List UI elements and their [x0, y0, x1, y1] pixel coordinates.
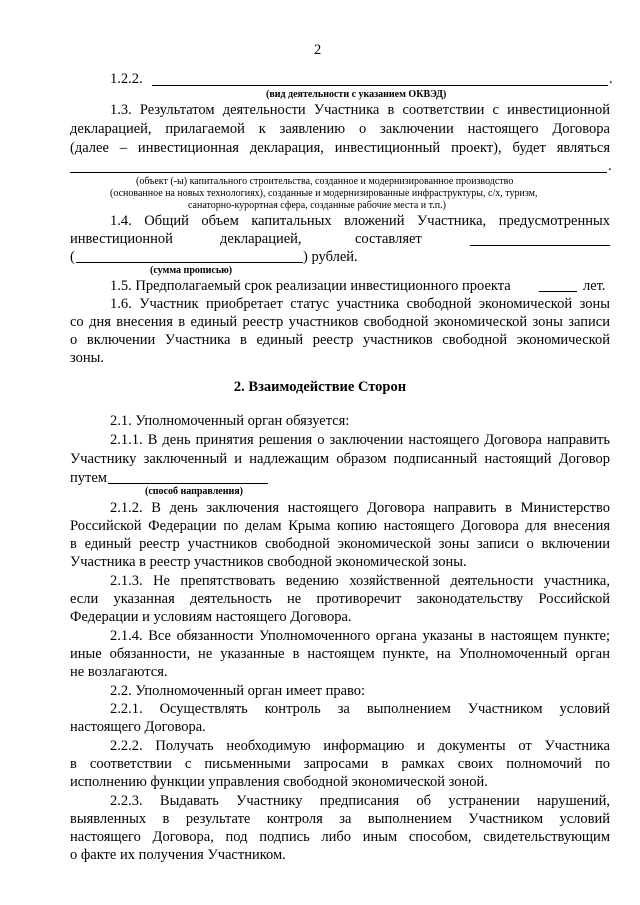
clause-2-1-4-line-1: 2.1.4. Все обязанности Уполномоченного органа указаны в настоящем пункте; — [110, 628, 610, 644]
caption-delivery-method: (способ направления) — [145, 486, 244, 497]
clause-1-3-end: . — [608, 158, 612, 174]
clause-2-1-3-line-2: если указанная деятельность не противоречит законодательству Российской — [70, 591, 610, 607]
caption-result-1: (объект (-ы) капитального строительства, созданное и модернизированное производство — [136, 176, 514, 187]
clause-2-1-2-line-4: Участника в реестр участников свободной экономической зоны. — [70, 554, 467, 570]
clause-2-1-1-line-3: путем — [70, 470, 107, 486]
clause-2-1-3-line-3: Федерации и условиям настоящего Договора. — [70, 609, 352, 625]
blank-line-amount-words — [76, 262, 303, 263]
clause-2-2-1-line-1: 2.2.1. Осуществлять контроль за выполнением Участником условий — [110, 701, 610, 717]
caption-amount-words: (сумма прописью) — [150, 265, 233, 276]
clause-2-2-1-line-2: настоящего Договора. — [70, 719, 206, 735]
clause-2-2-3-line-4: о факте их получения Участником. — [70, 847, 286, 863]
blank-line-delivery-method — [108, 483, 268, 484]
clause-1-4-word-1: инвестиционной — [70, 231, 173, 247]
clause-2-1-4-line-3: не возлагаются. — [70, 664, 168, 680]
clause-1-6-line-2: со дня внесения в единый реестр участников свободной экономической зоны записи — [70, 314, 610, 330]
clause-1-4-line-1: 1.4. Общий объем капитальных вложений Участника, предусмотренных — [110, 213, 610, 229]
clause-1-2-2-end: . — [609, 71, 613, 87]
clause-2-1-3-line-1: 2.1.3. Не препятствовать ведению хозяйственной деятельности участника, — [110, 573, 610, 589]
blank-line-term — [539, 291, 577, 292]
clause-1-6-line-4: зоны. — [70, 350, 105, 366]
caption-result-3: санаторно-курортная сфера, созданные рабочие места и т.п.) — [188, 200, 446, 211]
clause-2-1-title: 2.1. Уполномоченный орган обязуется: — [110, 413, 350, 429]
clause-2-1-2-line-1: 2.1.2. В день заключения настоящего Договора направить в Министерство — [110, 500, 610, 516]
page-number: 2 — [314, 42, 322, 58]
caption-result-2: (основанное на новых технологиях), созданные и модернизированные инфраструктуры, с/х, туризм, — [110, 188, 538, 199]
clause-2-2-2-line-1: 2.2.2. Получать необходимую информацию и документы от Участника — [110, 738, 610, 754]
clause-1-6-line-1: 1.6. Участник приобретает статус участника свободной экономической зоны — [110, 296, 610, 312]
clause-2-1-1-line-2: Участнику заключенный и надлежащим образом подписанный настоящий Договор — [70, 451, 610, 467]
clause-1-3-line-2: декларацией, прилагаемой к заявлению о заключении настоящего Договора — [70, 121, 610, 137]
clause-2-2-3-line-2: выявленных в результате контроля за выполнением Участником условий — [70, 811, 610, 827]
clause-1-4-open-paren: ( — [70, 249, 75, 265]
clause-2-1-2-line-3: в единый реестр участников свободной экономической зоны записи о включении — [70, 536, 610, 552]
clause-2-1-2-line-2: Российской Федерации по делам Крыма копию настоящего Договора для внесения — [70, 518, 610, 534]
clause-2-2-2-line-2: в соответствии с письменными запросами в рамках своих полномочий по — [70, 756, 610, 772]
clause-1-4-close: ) рублей. — [303, 249, 358, 265]
clause-1-3-line-1: 1.3. Результатом деятельности Участника в соответствии с инвестиционной — [110, 102, 610, 118]
clause-1-6-line-3: о включении Участника в единый реестр участников свободной экономической — [70, 332, 610, 348]
caption-activity-okved: (вид деятельности с указанием ОКВЭД) — [266, 89, 447, 100]
clause-2-1-4-line-2: иные обязанности, не указанные в настоящем пункте, на Уполномоченный орган — [70, 646, 610, 662]
blank-line-investment-amount — [470, 245, 610, 246]
blank-line-result — [70, 172, 607, 173]
blank-line-activity — [152, 85, 608, 86]
clause-1-3-line-3: (далее – инвестиционная декларация, инвестиционный проект), будет являться — [70, 140, 610, 156]
clause-1-4-word-3: составляет — [355, 231, 422, 247]
clause-2-2-title: 2.2. Уполномоченный орган имеет право: — [110, 683, 366, 699]
clause-1-5-text: 1.5. Предполагаемый срок реализации инвестиционного проекта — [110, 278, 511, 294]
clause-1-4-word-2: декларацией, — [220, 231, 302, 247]
clause-1-5-end: лет. — [583, 278, 606, 294]
clause-2-2-2-line-3: исполнению функции управления свободной экономической зоной. — [70, 774, 488, 790]
clause-2-2-3-line-3: настоящего Договора, под подпись либо иным способом, свидетельствующим — [70, 829, 610, 845]
clause-2-1-1-line-1: 2.1.1. В день принятия решения о заключении настоящего Договора направить — [110, 432, 610, 448]
clause-2-2-3-line-1: 2.2.3. Выдавать Участнику предписания об устранении нарушений, — [110, 793, 610, 809]
clause-1-2-2-number: 1.2.2. — [110, 71, 143, 87]
section-2-title: 2. Взаимодействие Сторон — [233, 379, 407, 395]
